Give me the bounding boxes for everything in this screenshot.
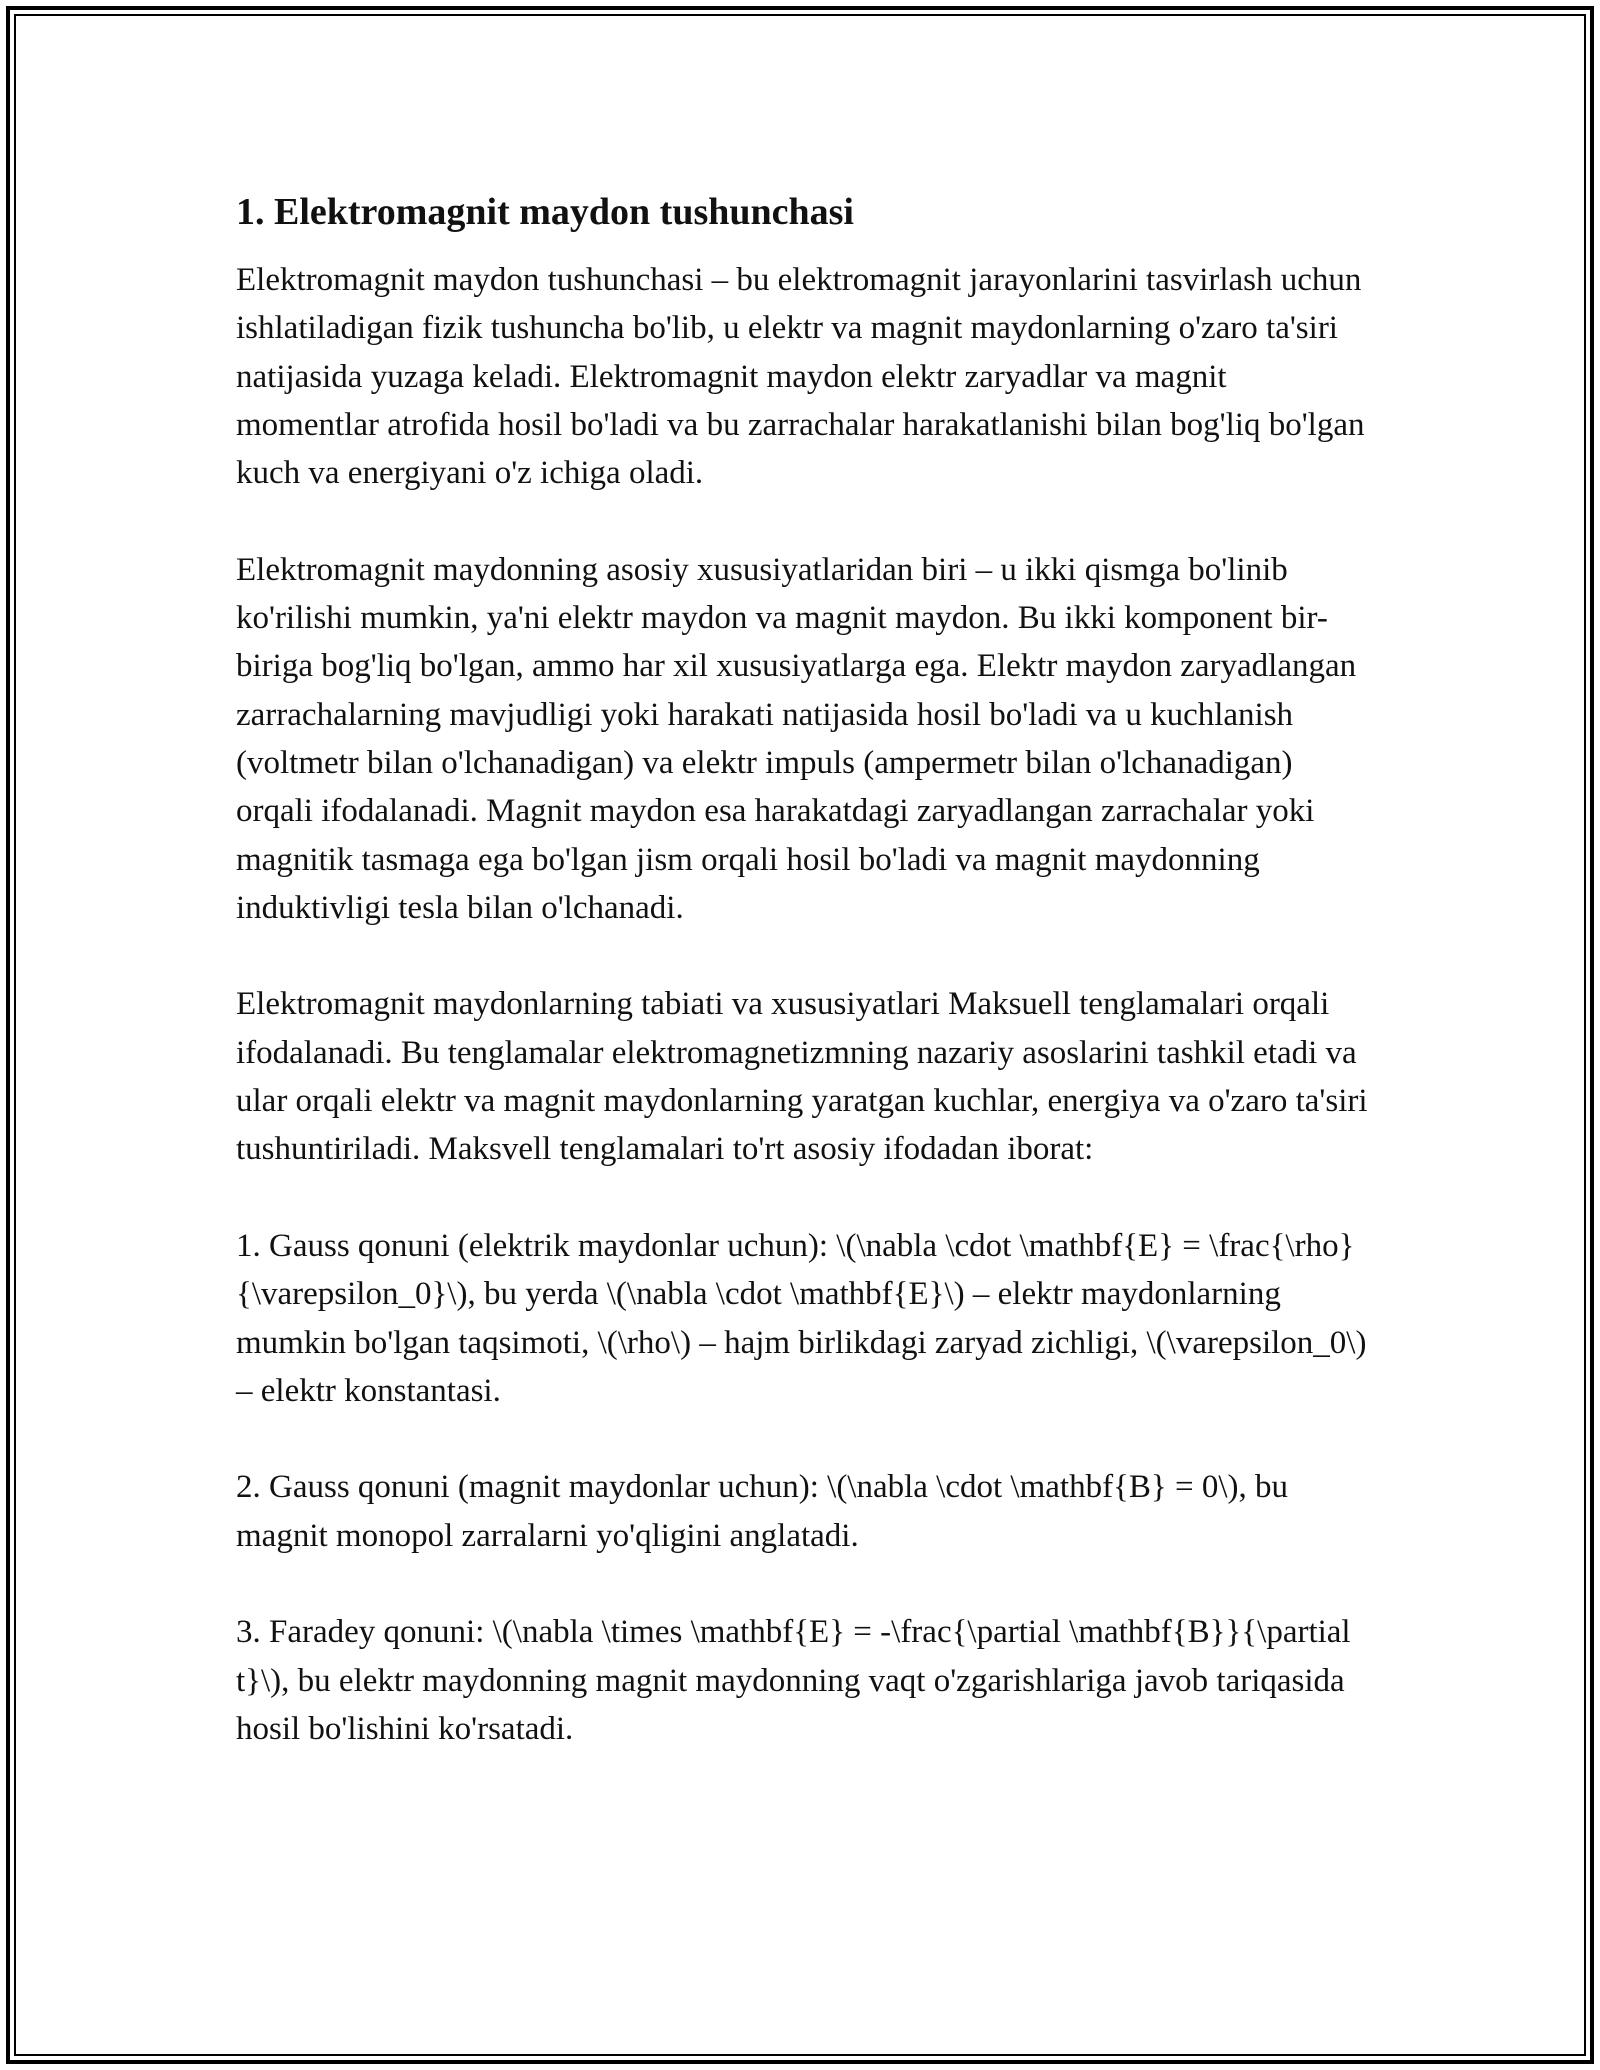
document-body [236, 186, 1368, 1802]
paragraph-field-components: Elektromagnit maydonning asosiy xususiyatlaridan biri – u ikki qismga bo'linib ko'rilishi mumkin, ya'ni elektr maydon va magnit maydon. Bu ikki komponent bir-biriga bog'liq bo'lgan, ammo har xil xususiyatlarga ega. Elektr maydon zaryadlangan zarrachalarning mavjudligi yoki harakati natijasida hosil bo'ladi va u kuchlanish (voltmetr bilan o'lchanadigan) va elektr impuls (ampermetr bilan o'lchanadigan) orqali ifodalanadi. Magnit maydon esa harakatdagi zaryadlangan zarrachalar yoki magnitik tasmaga ega bo'lgan jism orqali hosil bo'ladi va magnit maydonning induktivligi tesla bilan o'lchanadi. [236, 551, 1357, 926]
paragraph-intro: Elektromagnit maydon tushunchasi – bu elektromagnit jarayonlarini tasvirlash uchun ishlatiladigan fizik tushuncha bo'lib, u elektr va magnit maydonlarning o'zaro ta'siri natijasida yuzaga keladi. Elektromagnit maydon elektr zaryadlar va magnit momentlar atrofida hosil bo'ladi va bu zarrachalar harakatlanishi bilan bog'liq bo'lgan kuch va energiyani o'z ichiga oladi. [236, 262, 1365, 492]
paragraph-gauss-electric: 1. Gauss qonuni (elektrik maydonlar uchun): \(\nabla \cdot \mathbf{E} = \frac{\rho}{\varepsilon_0}\), bu yerda \(\nabla \cdot \mathbf{E}\) – elektr maydonlarning mumkin bo'lgan taqsimoti, \(\rho\) – hajm birlikdagi zaryad zichligi, \(\varepsilon_0\) – elektr konstantasi. [236, 1227, 1367, 1409]
paragraph-faraday-law: 3. Faradey qonuni: \(\nabla \times \mathbf{E} = -\frac{\partial \mathbf{B}}{\partial t}\), bu elektr maydonning magnit maydonning vaqt o'zgarishlariga javob tariqasida hosil bo'lishini ko'rsatadi. [236, 1614, 1351, 1747]
paragraph-gauss-magnetic: 2. Gauss qonuni (magnit maydonlar uchun): \(\nabla \cdot \mathbf{B} = 0\), bu magnit monopol zarralarni yo'qligini anglatadi. [236, 1469, 1289, 1554]
section-heading: 1. Elektromagnit maydon tushunchasi [236, 191, 854, 233]
paragraph-maxwell-equations: Elektromagnit maydonlarning tabiati va xususiyatlari Maksuell tenglamalari orqali ifodalanadi. Bu tenglamalar elektromagnetizmning nazariy asoslarini tashkil etadi va ular orqali elektr va magnit maydonlarning yaratgan kuchlar, energiya va o'zaro ta'siri tushuntiriladi. Maksvell tenglamalari to'rt asosiy ifodadan iborat: [236, 986, 1368, 1168]
